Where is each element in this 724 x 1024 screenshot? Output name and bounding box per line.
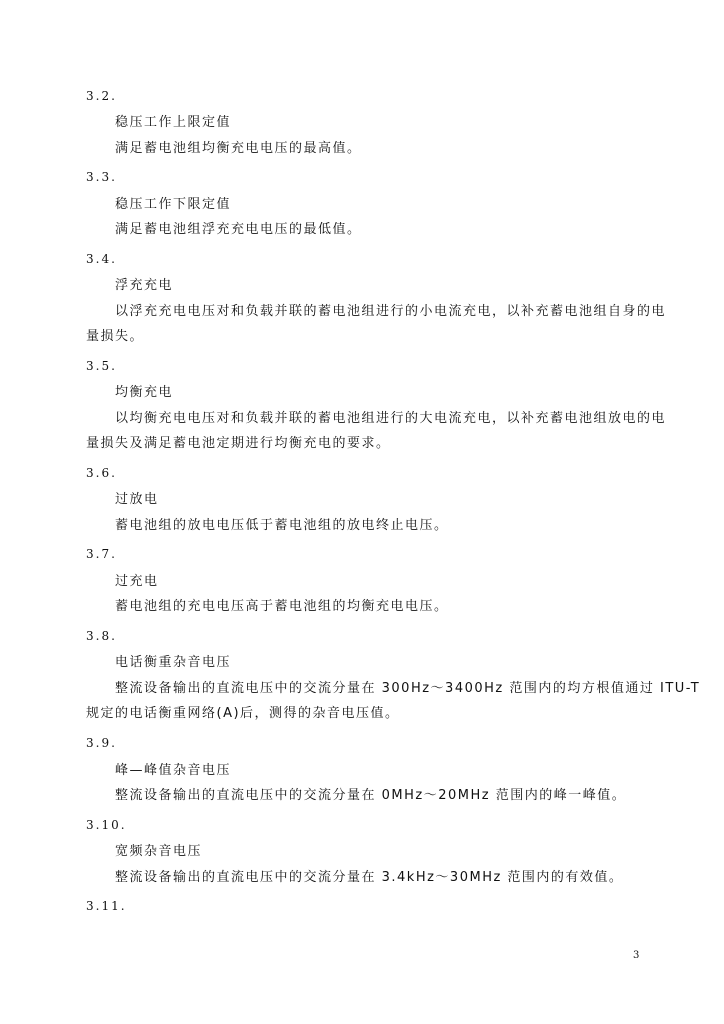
term-definition: 蓄电池组的放电电压低于蓄电池组的放电终止电压。 xyxy=(115,518,449,533)
section-number: 3.11. xyxy=(86,899,127,913)
term-definition: 整流设备输出的直流电压中的交流分量在 3.4kHz～30MHz 范围内的有效值。 xyxy=(115,870,624,885)
term-definition: 满足蓄电池组浮充充电电压的最低值。 xyxy=(115,222,362,237)
section-number: 3.9. xyxy=(86,736,117,750)
section-number: 3.3. xyxy=(86,170,117,184)
section-number: 3.4. xyxy=(86,252,117,266)
term-title: 稳压工作下限定值 xyxy=(115,197,232,212)
term-title: 电话衡重杂音电压 xyxy=(115,655,232,670)
term-title: 均衡充电 xyxy=(115,385,174,400)
term-definition: 以均衡充电电压对和负载并联的蓄电池组进行的大电流充电，以补充蓄电池组放电的电 xyxy=(115,411,667,426)
term-definition: 以浮充充电电压对和负载并联的蓄电池组进行的小电流充电，以补充蓄电池组自身的电 xyxy=(115,304,667,319)
term-title: 稳压工作上限定值 xyxy=(115,115,232,130)
term-definition: 整流设备输出的直流电压中的交流分量在 300Hz～3400Hz 范围内的均方根值通过 ITU-T xyxy=(115,681,701,696)
section-number: 3.7. xyxy=(86,547,117,561)
section-number: 3.2. xyxy=(86,89,117,103)
term-definition-continued: 规定的电话衡重网络(A)后，测得的杂音电压值。 xyxy=(86,706,400,721)
term-definition: 蓄电池组的充电电压高于蓄电池组的均衡充电电压。 xyxy=(115,599,449,614)
term-definition-continued: 量损失及满足蓄电池定期进行均衡充电的要求。 xyxy=(86,436,391,451)
section-number: 3.5. xyxy=(86,359,117,373)
section-number: 3.10. xyxy=(86,818,127,832)
term-definition-continued: 量损失。 xyxy=(86,329,145,344)
term-title: 过充电 xyxy=(115,574,159,589)
term-title: 过放电 xyxy=(115,492,159,507)
term-definition: 满足蓄电池组均衡充电电压的最高值。 xyxy=(115,141,362,156)
term-definition: 整流设备输出的直流电压中的交流分量在 0MHz～20MHz 范围内的峰一峰值。 xyxy=(115,788,627,803)
term-title: 峰—峰值杂音电压 xyxy=(115,763,232,778)
term-title: 宽频杂音电压 xyxy=(115,844,203,859)
page-number: 3 xyxy=(633,950,640,961)
section-number: 3.6. xyxy=(86,466,117,480)
section-number: 3.8. xyxy=(86,629,117,643)
term-title: 浮充充电 xyxy=(115,278,174,293)
